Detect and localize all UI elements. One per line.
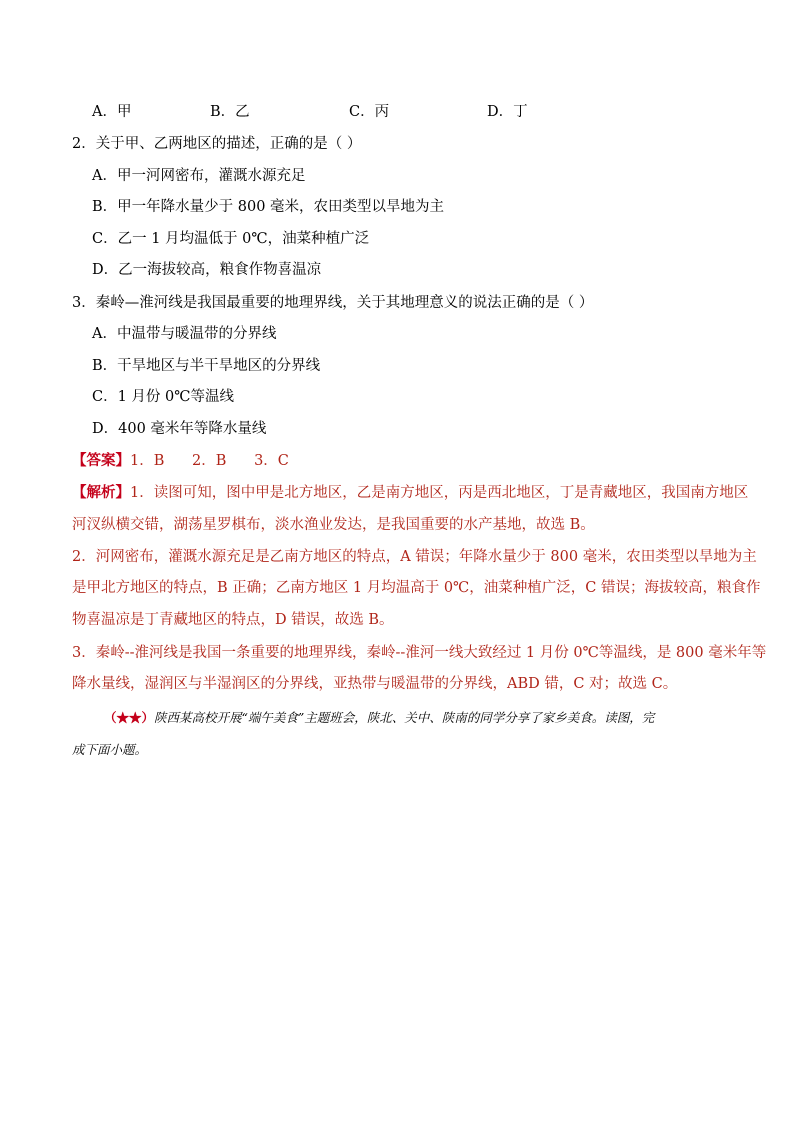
- analysis-text-1: 1．读图可知，图中甲是北方地区，乙是南方地区，丙是西北地区，丁是青藏地区，我国南方地区: [130, 485, 749, 501]
- q2-option-d: D．乙一海拔较高，粮食作物喜温凉: [92, 262, 322, 278]
- q1-option-d: D．丁: [487, 104, 528, 120]
- next-intro-text-1: 陕西某高校开展“端午美食”主题班会，陕北、关中、陕南的同学分享了家乡美食。读图，完: [154, 710, 655, 725]
- difficulty-stars: （★★）: [104, 710, 155, 725]
- q3-stem: 3．秦岭—淮河线是我国最重要的地理界线，关于其地理意义的说法正确的是（ ）: [72, 295, 594, 311]
- answer-tag: 【答案】: [72, 452, 130, 469]
- q2-option-a: A．甲一河网密布，灌溉水源充足: [92, 168, 306, 184]
- analysis-line-3: 2．河网密布，灌溉水源充足是乙南方地区的特点，A 错误；年降水量少于 800 毫米，农田类型以旱地为主: [72, 549, 757, 565]
- answer-line: [72, 451, 289, 471]
- q2-option-c: C．乙一 1 月均温低于 0℃，油菜种植广泛: [92, 231, 370, 247]
- next-intro-line-1: [104, 708, 654, 728]
- q1-options-row: [0, 102, 794, 122]
- answer-text: 1．B 2．B 3．C: [130, 453, 289, 469]
- analysis-line-6: 3．秦岭--淮河线是我国一条重要的地理界线，秦岭--淮河一线大致经过 1 月份 0℃等温线，是 800 毫米年等: [72, 645, 767, 661]
- analysis-line-2: 河汊纵横交错，湖荡星罗棋布，淡水渔业发达，是我国重要的水产基地，故选 B。: [72, 517, 595, 533]
- q3-option-b: B．干旱地区与半干旱地区的分界线: [92, 358, 321, 374]
- q3-option-c: C．1 月份 0℃等温线: [92, 389, 234, 405]
- analysis-line-1: [72, 483, 748, 503]
- analysis-tag: 【解析】: [72, 484, 130, 501]
- analysis-line-7: 降水量线，湿润区与半湿润区的分界线，亚热带与暖温带的分界线，ABD 错，C 对；故选 C。: [72, 676, 678, 692]
- q1-option-a: A．甲: [92, 104, 132, 120]
- analysis-line-5: 物喜温凉是丁青藏地区的特点，D 错误，故选 B。: [72, 612, 394, 628]
- q2-option-b: B．甲一年降水量少于 800 毫米，农田类型以旱地为主: [92, 199, 445, 215]
- q1-option-c: C．丙: [349, 104, 390, 120]
- next-intro-line-2: 成下面小题。: [72, 742, 148, 757]
- q3-option-d: D．400 毫米年等降水量线: [92, 421, 267, 437]
- q3-option-a: A．中温带与暖温带的分界线: [92, 326, 277, 342]
- q1-option-b: B．乙: [210, 104, 250, 120]
- analysis-line-4: 是甲北方地区的特点，B 正确；乙南方地区 1 月均温高于 0℃，油菜种植广泛，C 错误；海拔较高，粮食作: [72, 580, 761, 596]
- q2-stem: 2．关于甲、乙两地区的描述，正确的是（ ）: [72, 136, 362, 152]
